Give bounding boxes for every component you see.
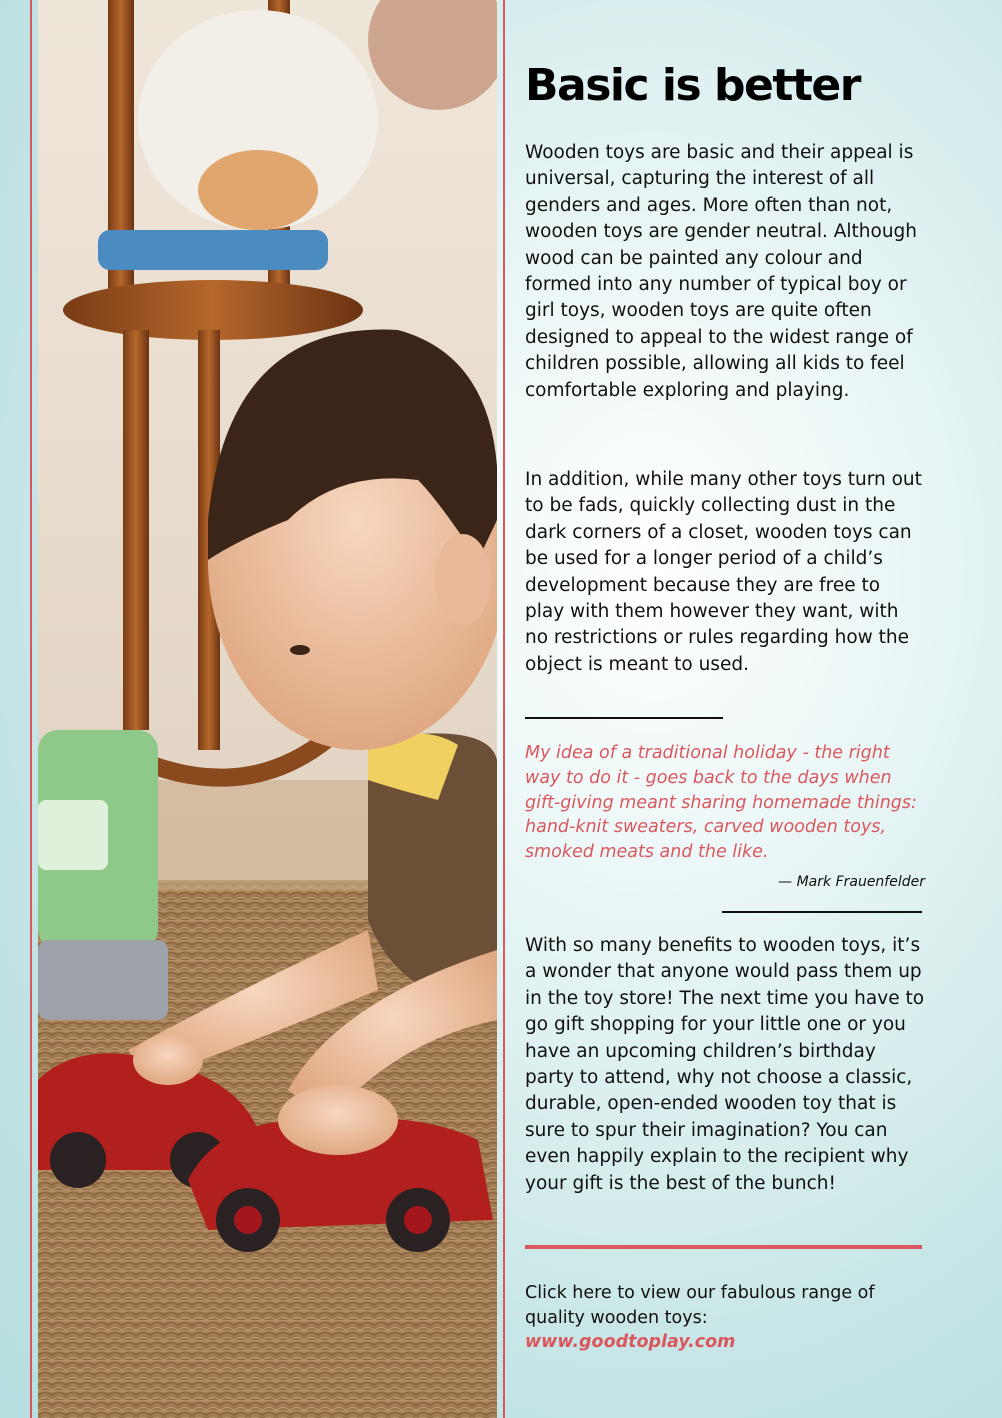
website-link[interactable]: www.goodtoplay.com	[525, 1332, 736, 1352]
article-column	[525, 60, 925, 1352]
paragraph-2: In addition, while many other toys turn out to be fads, quickly collecting dust in the dark corners of a closet, wooden toys can be used for a longer period of a child’s development because they are free to play with them however they want, with no restrictions or rules regarding how the object is meant to used.	[525, 469, 922, 675]
quote-bottom-divider	[722, 911, 922, 913]
article-title: Basic is better	[525, 60, 860, 111]
cta-block	[525, 1281, 925, 1355]
quote-top-divider	[525, 717, 723, 719]
child-playing-photo	[38, 0, 497, 1418]
cta-text: Click here to view our fabulous range of quality wooden toys:	[525, 1283, 875, 1328]
paragraph-1: Wooden toys are basic and their appeal is universal, capturing the interest of all genders and ages. More often than not, wooden toys are gender neutral. Although wood can be painted any colour and formed into any number of typical boy or girl toys, wooden toys are quite often designed to appeal to the widest range of children possible, allowing all kids to feel comfortable exploring and playing.	[525, 142, 918, 401]
cta-divider	[525, 1245, 922, 1249]
left-border-line	[30, 0, 32, 1418]
photo-right-border-line	[503, 0, 505, 1418]
paragraph-3: With so many benefits to wooden toys, it’s a wonder that anyone would pass them up in the toy store! The next time you have to go gift shopping for your little one or you have an upcoming children’s birthday party to attend, why not choose a classic, durable, open-ended wooden toy that is sure to spur their imagination? You can even happily explain to the recipient why your gift is the best of the bunch!	[525, 935, 925, 1194]
quote-attribution: — Mark Frauenfelder	[778, 874, 925, 890]
pull-quote: My idea of a traditional holiday - the right way to do it - goes back to the days when gift-giving meant sharing homemade things: hand-knit sweaters, carved wooden toys, smoked meats and the like.	[525, 743, 917, 863]
